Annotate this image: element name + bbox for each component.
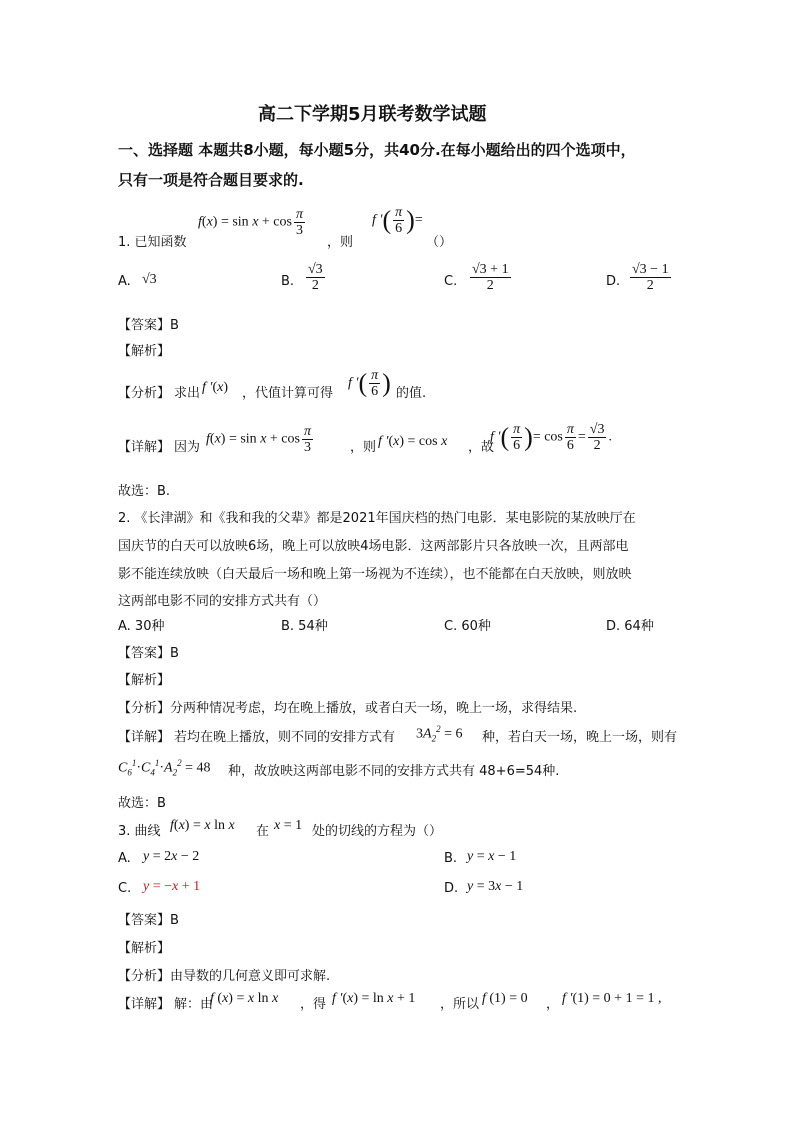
- q2-detail-text1: 若均在晚上播放，则不同的安排方式有: [174, 730, 396, 745]
- q3-option-b-label: B.: [444, 851, 458, 866]
- q3-fenxi: 【分析】由导数的几何意义即可求解.: [118, 969, 331, 984]
- q2-stem-line2: 国庆节的白天可以放映6场，晚上可以放映4场电影．这两部影片只各放映一次，且两部电: [118, 539, 629, 554]
- q1-fenxi-formula1: f ′(x): [202, 380, 229, 395]
- q3-analysis-label: 【解析】: [118, 941, 171, 956]
- q3-detail-text1: 解：由: [174, 997, 214, 1012]
- q2-analysis-label: 【解析】: [118, 673, 171, 688]
- q3-detail-label: 【详解】: [118, 997, 171, 1012]
- q2-detail-text3: 种，故放映这两部电影不同的安排方式共有 48+6=54种.: [228, 764, 560, 779]
- q1-option-d-value: $\frac{√3 - 1}{2}$: [632, 262, 669, 293]
- q1-detail-text3: ，故: [468, 440, 495, 455]
- q2-detail-formula2: $C_6^1\cdot C_4^1\cdot A_2^2 = 48$: [118, 758, 211, 778]
- section-header-line2: 只有一项是符合题目要求的.: [118, 171, 304, 189]
- q1-fenxi-label: 【分析】: [118, 386, 171, 401]
- q3-stem-text1: 3. 曲线: [118, 824, 161, 839]
- q1-detail-formula1: f(x) = sin x + cos $\frac{\pi}{3}$: [206, 424, 311, 455]
- q1-detail-formula3: f ′( $\frac{\pi}{6}$ )= cos $\frac{\pi}{6}$ = $\frac{√3}{2}$ .: [490, 422, 612, 453]
- q3-option-c-value: y = −x + 1: [143, 879, 201, 894]
- q2-detail-text2: 种，若白天一场，晚上一场，则有: [482, 730, 678, 745]
- q3-curve-formula: f(x) = x ln x: [170, 818, 235, 833]
- q1-option-a-value: √3: [142, 272, 157, 287]
- q1-option-d-label: D.: [606, 274, 621, 289]
- q1-fenxi: [118, 368, 678, 412]
- q2-answer: 【答案】B: [118, 646, 179, 661]
- q3-option-d-value: y = 3x − 1: [467, 879, 524, 894]
- q1-option-c-label: C.: [444, 274, 458, 289]
- q1-fenxi-formula2: f ′( $\frac{\pi}{6}$ ): [348, 368, 391, 399]
- q3-detail-text4: ，: [546, 997, 560, 1012]
- q2-option-d: D. 64种: [606, 619, 654, 634]
- q2-option-b: B. 54种: [281, 619, 328, 634]
- q1-answer: 【答案】B: [118, 318, 179, 333]
- q2-fenxi: 【分析】分两种情况考虑，均在晚上播放，或者白天一场，晚上一场，求得结果.: [118, 701, 578, 716]
- q3-detail-text3: ，所以: [440, 997, 480, 1012]
- q2-option-a: A. 30种: [118, 619, 165, 634]
- q1-detail-text1: 因为: [174, 440, 201, 455]
- q1-function-formula: f(x) = sin x + cos $\frac{\pi}{3}$: [198, 207, 303, 238]
- q3-stem-text3: 处的切线的方程为（）: [312, 824, 443, 839]
- q3-stem-text2: 在: [256, 824, 270, 839]
- q1-analysis-label: 【解析】: [118, 344, 171, 359]
- q1-conclusion: 故选：B.: [118, 484, 171, 499]
- q1-detail-label: 【详解】: [118, 440, 171, 455]
- q3-detail-formula4: f ′(1) = 0 + 1 = 1 ,: [562, 991, 662, 1006]
- page-title: 高二下学期5月联考数学试题: [258, 104, 487, 125]
- q3-option-c-label: C.: [118, 881, 132, 896]
- q3-option-b-value: y = x − 1: [467, 849, 517, 864]
- q1-detail-formula2: f ′(x) = cos x: [378, 434, 448, 449]
- q2-detail: [118, 722, 698, 782]
- q1-detail-text2: ，则: [350, 440, 377, 455]
- q1-stem-mid: ，则: [327, 235, 354, 250]
- q2-option-c: C. 60种: [444, 619, 491, 634]
- q3-detail: [118, 991, 698, 1015]
- q1-option-b-value: $\frac{√3}{2}$: [308, 262, 323, 293]
- q1-detail: [118, 422, 698, 466]
- q1-option-a-label: A.: [118, 274, 131, 289]
- q1-fenxi-text3: 的值.: [396, 386, 427, 401]
- q3-option-d-label: D.: [444, 881, 459, 896]
- q1-fenxi-text2: ，代值计算可得: [242, 386, 334, 401]
- q1-options: [118, 262, 698, 306]
- q2-stem-line3: 影不能连续放映（白天最后一场和晚上第一场视为不连续），也不能都在白天放映，则放映: [118, 567, 632, 582]
- q3-point-formula: x = 1: [274, 818, 303, 833]
- section-header-line1: 一、选择题 本题共8小题，每小题5分，共40分.在每小题给出的四个选项中，: [118, 141, 636, 159]
- q1-option-c-value: $\frac{√3 + 1}{2}$: [472, 262, 509, 293]
- q3-answer: 【答案】B: [118, 913, 179, 928]
- q2-detail-formula1: $3A_2^2 = 6$: [416, 724, 463, 744]
- q3-detail-formula1: f (x) = x ln x: [210, 991, 279, 1006]
- q2-detail-label: 【详解】: [118, 730, 171, 745]
- q3-option-a-value: y = 2x − 2: [143, 849, 200, 864]
- q2-conclusion: 故选：B: [118, 796, 166, 811]
- q1-derivative-query: f ′( $\frac{\pi}{6}$ )=: [372, 205, 423, 236]
- q3-detail-formula2: f ′(x) = ln x + 1: [332, 991, 416, 1006]
- q1-stem: [118, 203, 718, 251]
- q1-fenxi-text1: 求出: [174, 386, 201, 401]
- q3-stem: [118, 818, 678, 840]
- q3-detail-formula3: f (1) = 0: [482, 991, 528, 1006]
- q1-option-b-label: B.: [281, 274, 295, 289]
- q1-stem-prefix: 1. 已知函数: [118, 235, 187, 250]
- q3-detail-text2: ，得: [300, 997, 327, 1012]
- q3-option-a-label: A.: [118, 851, 131, 866]
- q2-stem-line4: 这两部电影不同的安排方式共有（）: [118, 594, 327, 609]
- q2-stem-line1: 2. 《长津湖》和《我和我的父辈》都是2021年国庆档的热门电影．某电影院的某放映厅在: [118, 511, 636, 526]
- q1-stem-end: （）: [426, 235, 453, 250]
